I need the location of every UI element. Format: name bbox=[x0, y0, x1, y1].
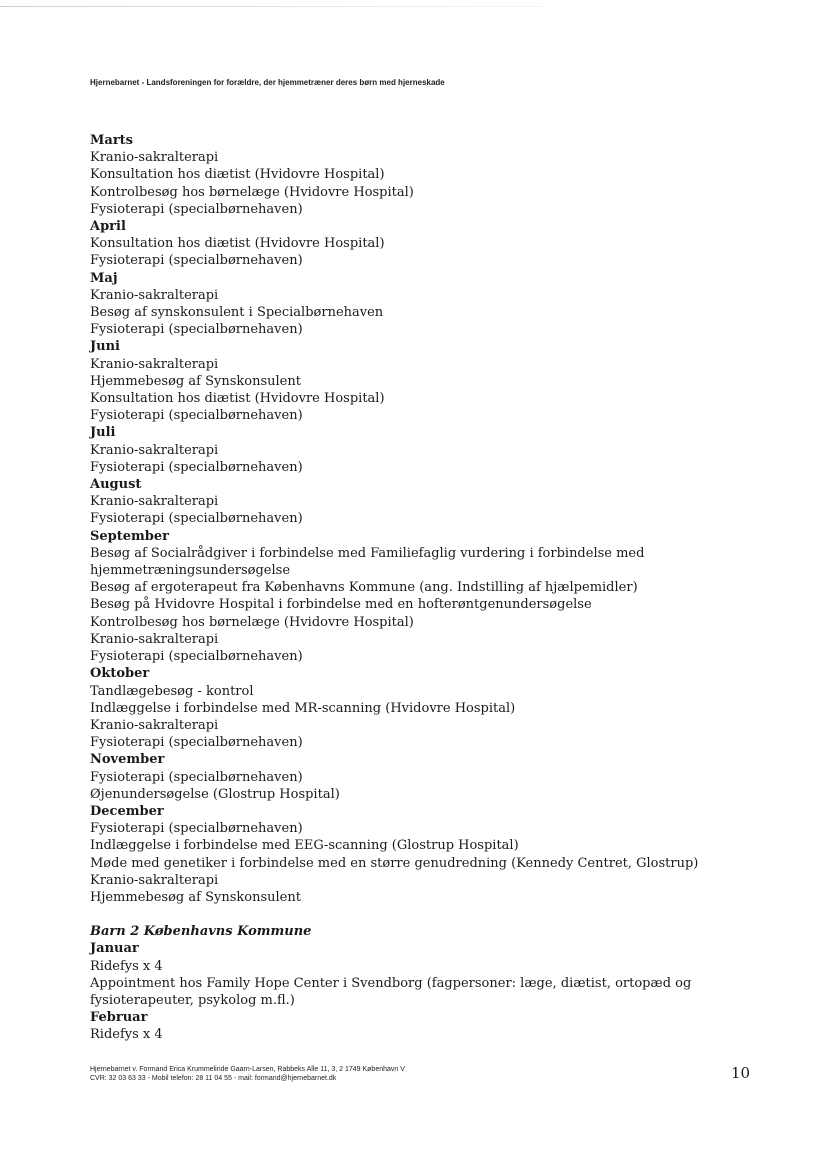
list-item: Kranio-sakralterapi bbox=[90, 356, 219, 372]
list-item: Fysioterapi (specialbørnehaven) bbox=[90, 821, 303, 837]
month-heading: Juni bbox=[90, 339, 120, 355]
list-item: Fysioterapi (specialbørnehaven) bbox=[90, 649, 303, 665]
list-item: Kranio-sakralterapi bbox=[90, 717, 219, 733]
list-item: Indlæggelse i forbindelse med EEG-scanning (Glostrup Hospital) bbox=[90, 838, 519, 854]
list-item: Fysioterapi (specialbørnehaven) bbox=[90, 322, 303, 338]
month-heading: April bbox=[90, 219, 126, 235]
list-item: Fysioterapi (specialbørnehaven) bbox=[90, 735, 303, 751]
top-rule bbox=[0, 6, 545, 7]
list-item: Hjemmebesøg af Synskonsulent bbox=[90, 889, 301, 905]
list-item: Fysioterapi (specialbørnehaven) bbox=[90, 408, 303, 424]
footer-contact: CVR: 32 03 63 33 - Mobil telefon: 28 11 04 55 - mail: formand@hjernebarnet.dk bbox=[90, 1075, 337, 1082]
list-item: hjemmetræningsundersøgelse bbox=[90, 563, 291, 579]
list-item: Møde med genetiker i forbindelse med en større genudredning (Kennedy Centret, Glostrup) bbox=[90, 855, 699, 871]
list-item: Konsultation hos diætist (Hvidovre Hospital) bbox=[90, 167, 385, 183]
list-item: Besøg af ergoterapeut fra Københavns Kommune (ang. Indstilling af hjælpemidler) bbox=[90, 580, 638, 596]
list-item: Fysioterapi (specialbørnehaven) bbox=[90, 253, 303, 269]
month-heading: September bbox=[90, 528, 169, 544]
month-heading: November bbox=[90, 752, 165, 768]
page-number: 10 bbox=[731, 1064, 751, 1082]
list-item: Konsultation hos diætist (Hvidovre Hospital) bbox=[90, 391, 385, 407]
month-heading: August bbox=[90, 477, 142, 493]
list-item: Fysioterapi (specialbørnehaven) bbox=[90, 769, 303, 785]
list-item: Kranio-sakralterapi bbox=[90, 442, 219, 458]
list-item: Kranio-sakralterapi bbox=[90, 872, 219, 888]
page-footer bbox=[90, 1065, 405, 1083]
list-item: Fysioterapi (specialbørnehaven) bbox=[90, 459, 303, 475]
month-list bbox=[90, 132, 780, 906]
list-item: Appointment hos Family Hope Center i Svendborg (fagpersoner: læge, diætist, ortopæd og fysioterapeuter, psykolog m.fl.) bbox=[90, 975, 692, 1008]
month-heading: Februar bbox=[90, 1010, 148, 1026]
list-item: Kranio-sakralterapi bbox=[90, 287, 219, 303]
list-item: Kontrolbesøg hos børnelæge (Hvidovre Hospital) bbox=[90, 614, 414, 630]
footer-address: Hjernebarnet v. Formand Erica Krummelinde Gaarn-Larsen, Rabbeks Alle 11, 3, 2 1749 København V bbox=[90, 1066, 405, 1073]
list-item: Fysioterapi (specialbørnehaven) bbox=[90, 511, 303, 527]
list-item: Øjenundersøgelse (Glostrup Hospital) bbox=[90, 786, 340, 802]
list-item: Indlæggelse i forbindelse med MR-scanning (Hvidovre Hospital) bbox=[90, 700, 516, 716]
month-heading: Juli bbox=[90, 425, 116, 441]
month-heading: Oktober bbox=[90, 666, 150, 682]
month-heading: Maj bbox=[90, 270, 118, 286]
list-item: Kontrolbesøg hos børnelæge (Hvidovre Hospital) bbox=[90, 184, 414, 200]
month-heading: December bbox=[90, 803, 164, 819]
list-item: Fysioterapi (specialbørnehaven) bbox=[90, 201, 303, 217]
list-item: Kranio-sakralterapi bbox=[90, 494, 219, 510]
list-item: Konsultation hos diætist (Hvidovre Hospital) bbox=[90, 236, 385, 252]
list-item: Kranio-sakralterapi bbox=[90, 150, 219, 166]
month-heading: Januar bbox=[90, 941, 139, 957]
month-heading: Marts bbox=[90, 133, 133, 148]
list-item: Ridefys x 4 bbox=[90, 958, 163, 974]
page-header: Hjernebarnet - Landsforeningen for forældre, der hjemmetræner deres børn med hjerneskade bbox=[90, 78, 445, 87]
section-title: Barn 2 Københavns Kommune bbox=[90, 924, 312, 940]
list-item: Kranio-sakralterapi bbox=[90, 631, 219, 647]
list-item: Besøg af synskonsulent i Specialbørnehaven bbox=[90, 305, 384, 321]
list-item: Besøg af Socialrådgiver i forbindelse med Familiefaglig vurdering i forbindelse med bbox=[90, 545, 645, 561]
section2-month-list bbox=[90, 940, 780, 1043]
list-item: Ridefys x 4 bbox=[90, 1027, 163, 1043]
list-item: Tandlægebesøg - kontrol bbox=[90, 683, 254, 699]
list-item: Besøg på Hvidovre Hospital i forbindelse med en hofterøntgenundersøgelse bbox=[90, 597, 592, 613]
list-item: Hjemmebesøg af Synskonsulent bbox=[90, 373, 301, 389]
document-body bbox=[90, 132, 780, 1044]
